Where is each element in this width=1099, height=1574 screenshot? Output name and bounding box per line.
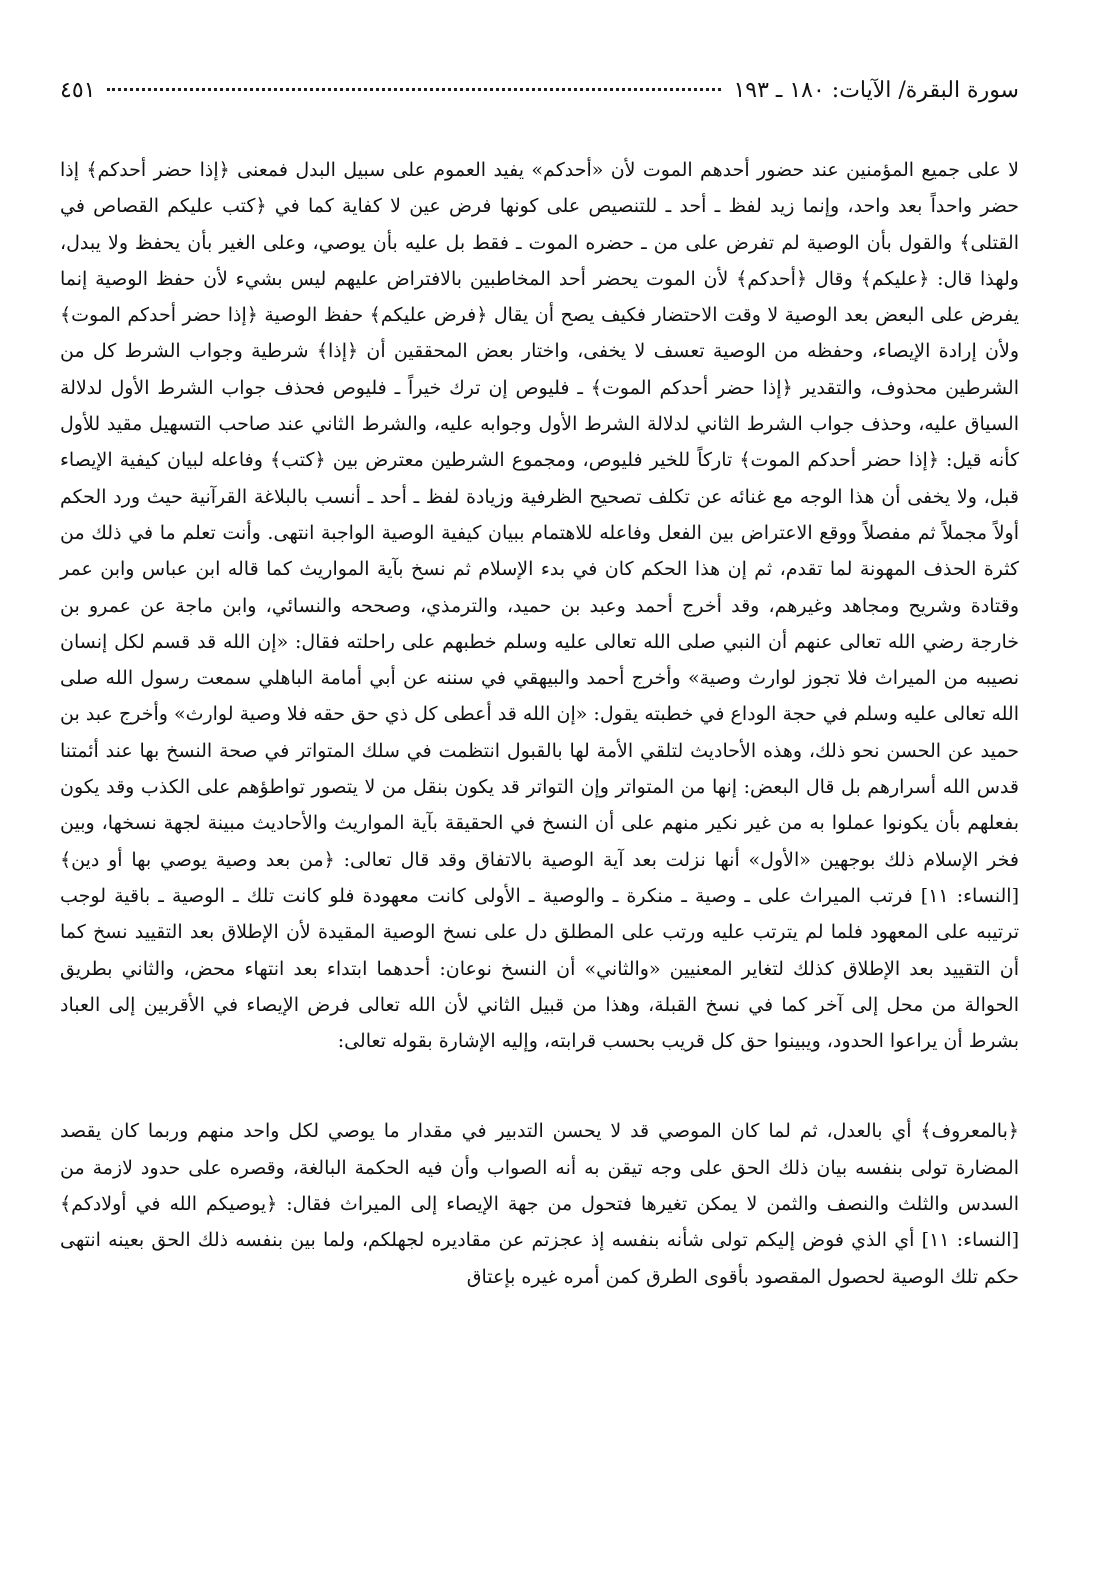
paragraph-gap bbox=[60, 1059, 1019, 1113]
page bbox=[60, 78, 1019, 1574]
running-header bbox=[60, 78, 1019, 118]
page-number: ٤٥١ bbox=[60, 78, 96, 103]
paragraph-1: لا على جميع المؤمنين عند حضور أحدهم الموت لأن «أحدكم» يفيد العموم على سبيل البدل فمعنى ﴿إذا حضر أحدكم﴾ إذا حضر واحداً بعد واحد، وإنما زيد لفظ ـ أحد ـ للتنصيص على كونها فرض عين لا كفاية كما في ﴿كتب عليكم القصاص في القتلى﴾ والقول بأن الوصية لم تفرض على من ـ حضره الموت ـ فقط بل عليه بأن يوصي، وعلى الغير بأن يحفظ ولا يبدل، ولهذا قال: ﴿عليكم﴾ وقال ﴿أحدكم﴾ لأن الموت يحضر أحد المخاطبين بالافتراض عليهم ليس بشيء لأن حفظ الوصية إنما يفرض على البعض بعد الوصية لا وقت الاحتضار فكيف يصح أن يقال ﴿فرض عليكم﴾ حفظ الوصية ﴿إذا حضر أحدكم الموت﴾ ولأن إرادة الإيصاء، وحفظه من الوصية تعسف لا يخفى، واختار بعض المحققين أن ﴿إذا﴾ شرطية وجواب الشرط كل من الشرطين محذوف، والتقدير ﴿إذا حضر أحدكم الموت﴾ ـ فليوص إن ترك خيراً ـ فليوص فحذف جواب الشرط الأول لدلالة السياق عليه، وحذف جواب الشرط الثاني لدلالة الشرط الأول وجوابه عليه، والشرط الثاني عند صاحب التسهيل مقيد للأول كأنه قيل: ﴿إذا حضر أحدكم الموت﴾ تاركاً للخير فليوص، ومجموع الشرطين معترض بين ﴿كتب﴾ وفاعله لبيان كيفية الإيصاء قبل، ولا يخفى أن هذا الوجه مع غنائه عن تكلف تصحيح الظرفية وزيادة لفظ ـ أحد ـ أنسب بالبلاغة القرآنية حيث ورد الحكم أولاً مجملاً ثم مفصلاً ووقع الاعتراض بين الفعل وفاعله للاهتمام ببيان كيفية الوصية الواجبة انتهى. وأنت تعلم ما في ذلك من كثرة الحذف المهونة لما تقدم، ثم إن هذا الحكم كان في بدء الإسلام ثم نسخ بآية المواريث كما قاله ابن عباس وابن عمر وقتادة وشريح ومجاهد وغيرهم، وقد أخرج أحمد وعبد بن حميد، والترمذي، وصححه والنسائي، وابن ماجة عن عمرو بن خارجة رضي الله تعالى عنهم أن النبي صلى الله تعالى عليه وسلم خطبهم على راحلته فقال: «إن الله قد قسم لكل إنسان نصيبه من الميراث فلا تجوز لوارث وصية» وأخرج أحمد والبيهقي في سننه عن أبي أمامة الباهلي سمعت رسول الله صلى الله تعالى عليه وسلم في حجة الوداع في خطبته يقول: «إن الله قد أعطى كل ذي حق حقه فلا وصية لوارث» وأخرج عبد بن حميد عن الحسن نحو ذلك، وهذه الأحاديث لتلقي الأمة لها بالقبول انتظمت في سلك المتواتر في صحة النسخ بها عند أئمتنا قدس الله أسرارهم بل قال البعض: إنها من المتواتر وإن التواتر قد يكون بنقل من لا يتصور تواطؤهم على الكذب وقد يكون بفعلهم بأن يكونوا عملوا به من غير نكير منهم على أن النسخ في الحقيقة بآية المواريث والأحاديث مبينة لجهة نسخها، وبين فخر الإسلام ذلك بوجهين «الأول» أنها نزلت بعد آية الوصية بالاتفاق وقد قال تعالى: ﴿من بعد وصية يوصي بها أو دين﴾ [النساء: ١١] فرتب الميراث على ـ وصية ـ منكرة ـ والوصية ـ الأولى كانت معهودة فلو كانت تلك ـ الوصية ـ باقية لوجب ترتيبه على المعهود فلما لم يترتب عليه ورتب على المطلق دل على نسخ الوصية المقيدة لأن الإطلاق بعد التقييد نسخ كما أن التقييد بعد الإطلاق كذلك لتغاير المعنيين «والثاني» أن النسخ نوعان: أحدهما ابتداء بعد انتهاء محض، والثاني بطريق الحوالة من محل إلى آخر كما في نسخ القبلة، وهذا من قبيل الثاني لأن الله تعالى فرض الإيصاء في الأقربين إلى العباد بشرط أن يراعوا الحدود، ويبينوا حق كل قريب بحسب قرابته، وإليه الإشارة بقوله تعالى: bbox=[60, 159, 1020, 1053]
header-title: سورة البقرة/ الآيات: ١٨٠ ـ ١٩٣ bbox=[733, 78, 1019, 103]
paragraph-2: ﴿بالمعروف﴾ أي بالعدل، ثم لما كان الموصي قد لا يحسن التدبير في مقدار ما يوصي لكل واحد منهم وربما كان يقصد المضارة تولى بنفسه بيان ذلك الحق على وجه تيقن به أنه الصواب وأن فيه الحكمة البالغة، وقصره على حدود لازمة من السدس والثلث والنصف والثمن لا يمكن تغيرها فتحول من جهة الإيصاء إلى الميراث فقال: ﴿يوصيكم الله في أولادكم﴾ [النساء: ١١] أي الذي فوض إليكم تولى شأنه بنفسه إذ عجزتم عن مقاديره لجهلكم، ولما بين بنفسه ذلك الحق بعينه انتهى حكم تلك الوصية لحصول المقصود بأقوى الطرق كمن أمره غيره بإعتاق bbox=[60, 1120, 1019, 1288]
body-text bbox=[60, 152, 1019, 1295]
header-dot-leader bbox=[107, 88, 721, 91]
